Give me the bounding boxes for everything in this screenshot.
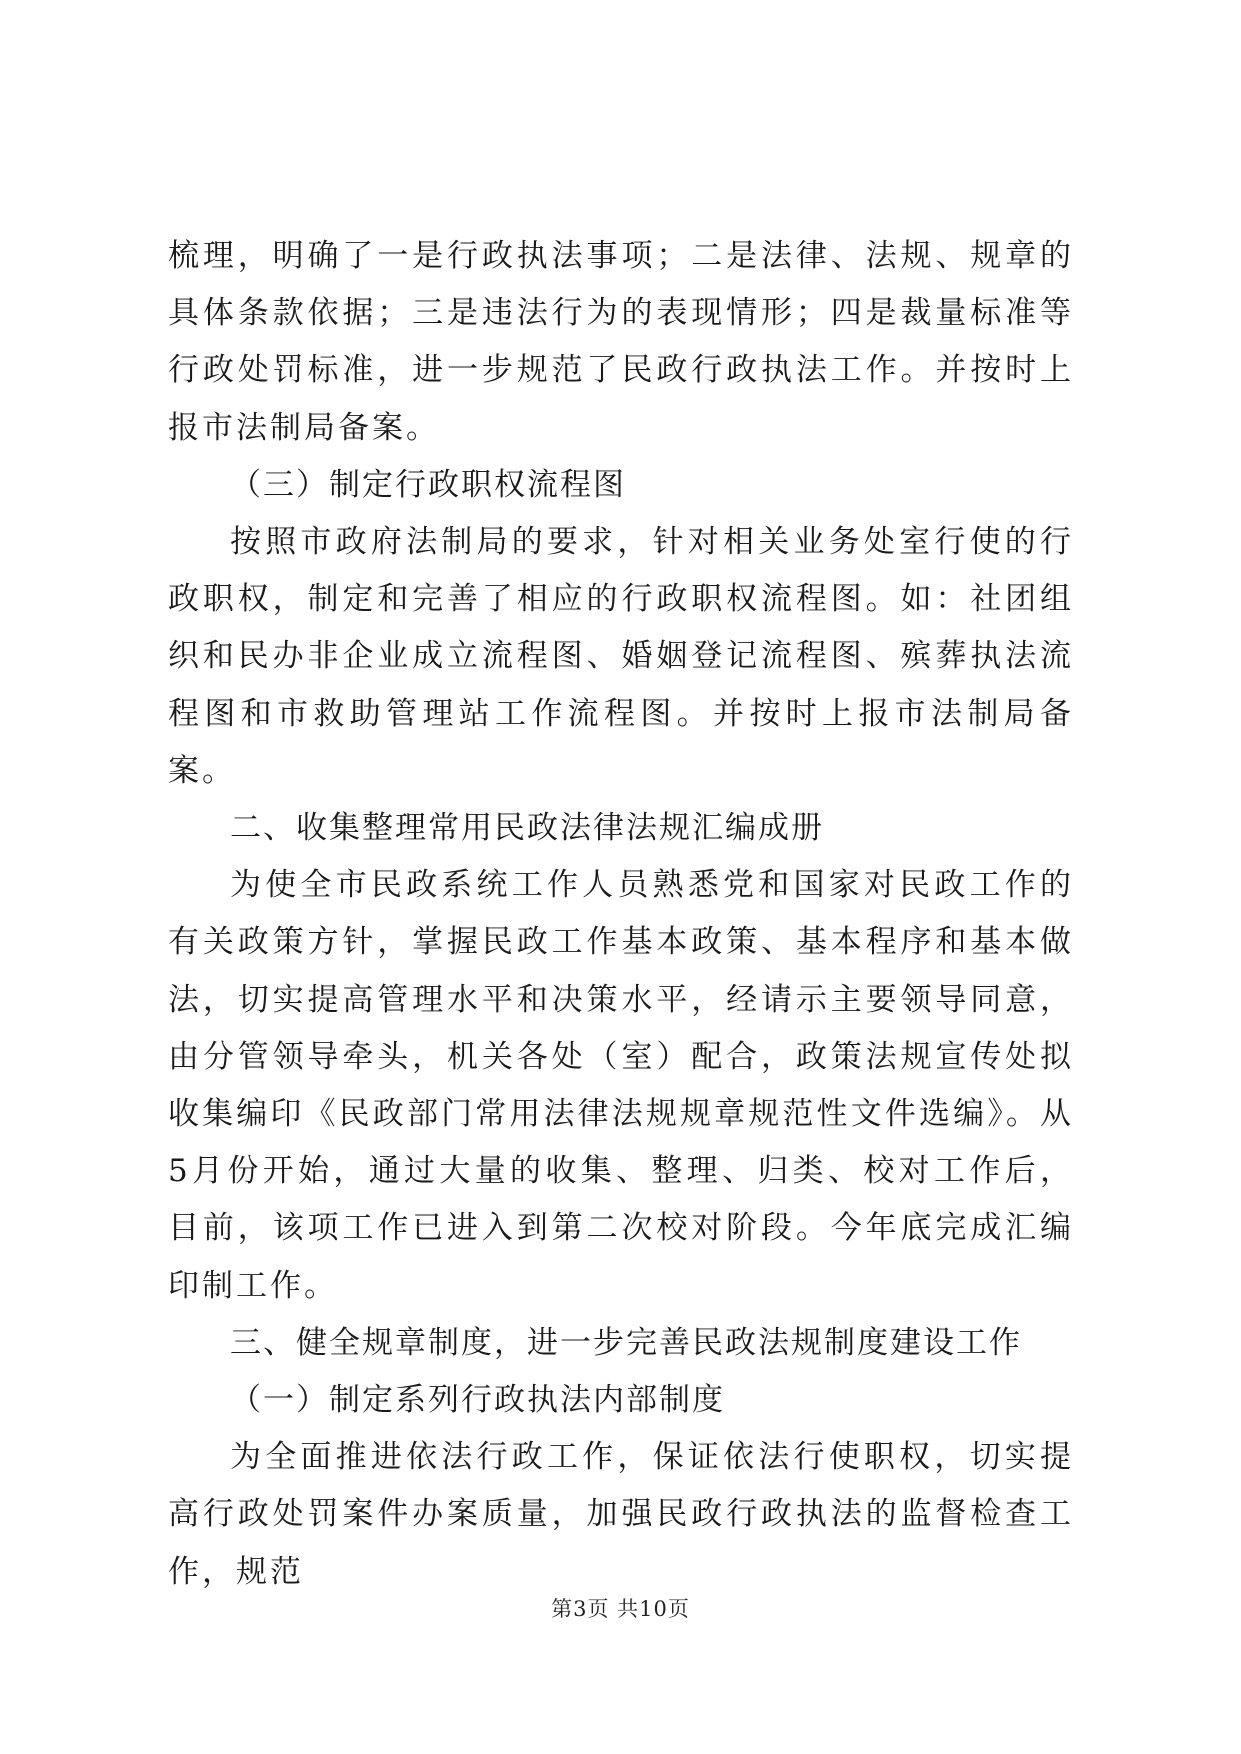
subheading-flowchart: （三）制定行政职权流程图 [230, 466, 626, 503]
paragraph-compilation: 为使全市民政系统工作人员熟悉党和国家对民政工作的有关政策方针，掌握民政工作基本政策、基本程序和基本做法，切实提高管理水平和决策水平，经请示主要领导同意，由分管领导牵头，机关各处（室）配合，政策法规宣传处拟收集编印《民政部门常用法律法规规章规范性文件选编》。从5月份开始，通过大量的收集、整理、归类、校对工作后，目前，该项工作已进入到第二次校对阶段。今年底完成汇编印制工作。 [168, 867, 1074, 1304]
paragraph-flowchart: 按照市政府法制局的要求，针对相关业务处室行使的行政职权，制定和完善了相应的行政职权流程图。如：社团组织和民办非企业成立流程图、婚姻登记流程图、殡葬执法流程图和市救助管理站工作流程图。并按时上报市法制局备案。 [168, 524, 1074, 789]
page-footer: 第3页 共10页 [551, 1597, 690, 1621]
paragraph-continued: 梳理，明确了一是行政执法事项；二是法律、法规、规章的具体条款依据；三是违法行为的表现情形；四是裁量标准等行政处罚标准，进一步规范了民政行政执法工作。并按时上报市法制局备案。 [168, 238, 1074, 446]
document-body [168, 228, 1074, 1601]
paragraph-internal-rules: 为全面推进依法行政工作，保证依法行使职权，切实提高行政处罚案件办案质量，加强民政行政执法的监督检查工作，规范 [168, 1439, 1074, 1590]
subheading-internal-rules: （一）制定系列行政执法内部制度 [230, 1382, 725, 1419]
section-heading-compilation: 二、收集整理常用民政法律法规汇编成册 [230, 810, 824, 847]
section-heading-regulations: 三、健全规章制度，进一步完善民政法规制度建设工作 [230, 1324, 1022, 1361]
